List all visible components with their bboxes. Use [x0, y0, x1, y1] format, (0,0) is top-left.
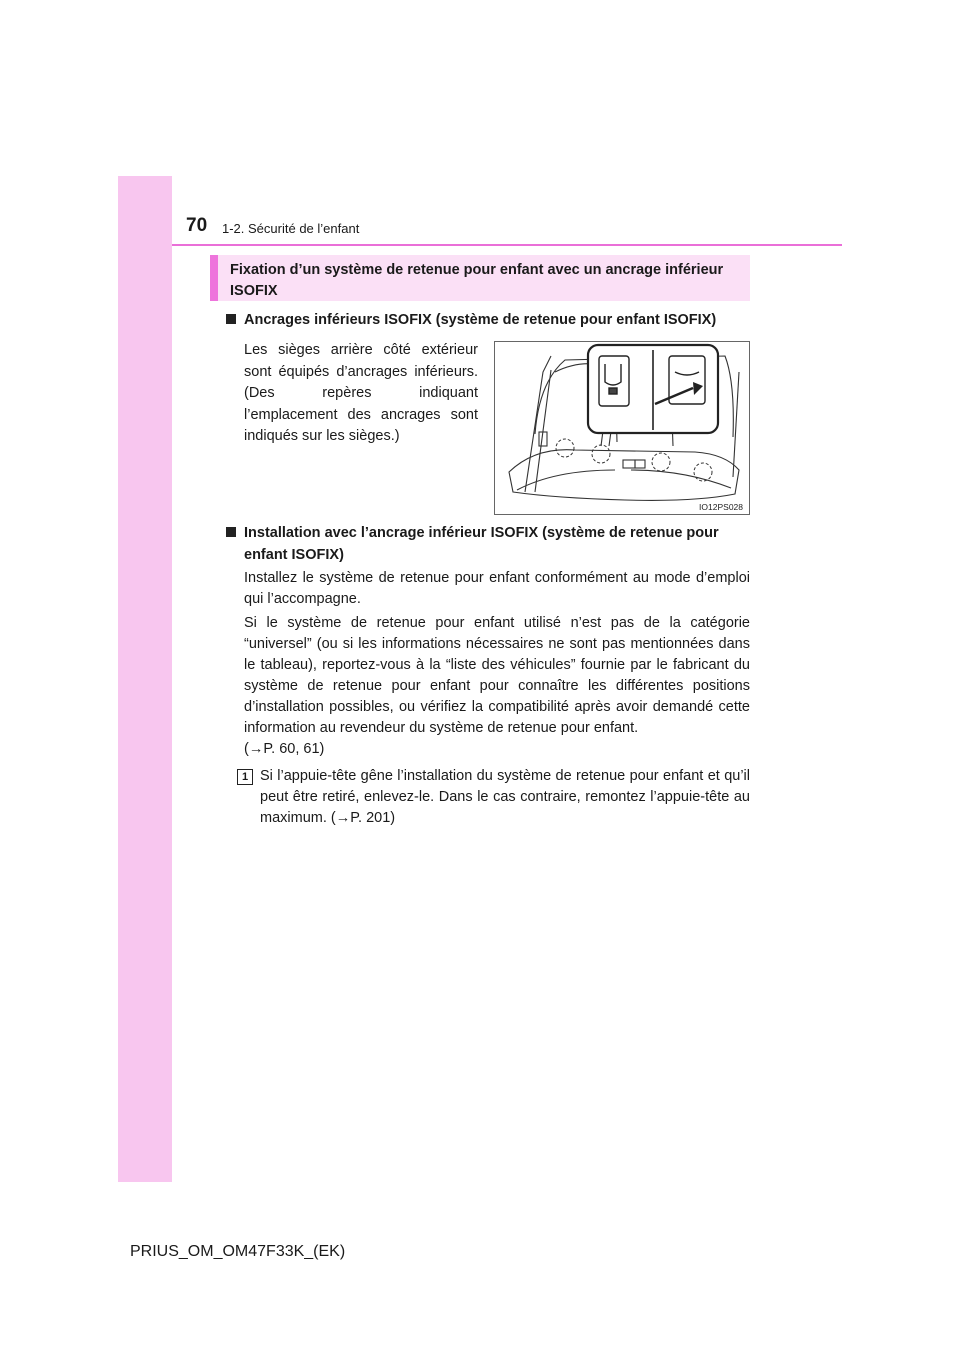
square-bullet-icon — [226, 314, 236, 324]
footer-doc-code: PRIUS_OM_OM47F33K_(EK) — [130, 1243, 346, 1260]
page-reference: (→P. 60, 61) — [244, 741, 325, 757]
step-text: Si l’appuie-tête gêne l’installation du système de retenue pour enfant et qu’il peut être retiré, enlevez-le. Dans le cas contraire, remontez l’appuie-tête au maximum. (→P. 201) — [260, 768, 750, 826]
figure-code: IO12PS028 — [699, 502, 743, 512]
topic-title: Fixation d’un système de retenue pour enfant avec un ancrage inférieur ISOFIX — [230, 262, 724, 299]
rear-seat-drawing — [495, 342, 749, 514]
subheading-anchors-text: Ancrages inférieurs ISOFIX (système de retenue pour enfant ISOFIX) — [244, 312, 717, 328]
step-number-badge: 1 — [237, 769, 253, 785]
subheading-installation — [226, 522, 750, 566]
subheading-anchors — [226, 309, 750, 331]
header-rule — [172, 244, 842, 246]
installation-paragraph-1: Installez le système de retenue pour enfant conformément au mode d’emploi qui l’accompagne. — [244, 570, 750, 607]
section-title: 1-2. Sécurité de l’enfant — [222, 221, 360, 236]
anchors-paragraph: Les sièges arrière côté extérieur sont équipés d’ancrages inférieurs. (Des repères indiquant l’emplacement des ancrages sont indiqués sur les sièges.) — [244, 342, 478, 444]
installation-paragraph-2: Si le système de retenue pour enfant utilisé n’est pas de la catégorie “universel” (ou si les informations nécessaires ne sont pas mentionnées dans le tableau), reportez-vous à la “liste des véhicules” fournie par le fabricant du système de retenue pour enfant pour connaître les différentes positions d’installation possibles, ou vérifiez la compatibilité après avoir demandé cette information au revendeur du système de retenue pour enfant. — [244, 615, 750, 736]
square-bullet-icon — [226, 527, 236, 537]
topic-box — [210, 255, 750, 301]
isofix-seat-illustration — [494, 341, 750, 515]
side-tab-bar — [118, 176, 172, 1182]
page-number: 70 — [186, 215, 208, 236]
subheading-installation-text: Installation avec l’ancrage inférieur ISOFIX (système de retenue pour enfant ISOFIX) — [244, 525, 719, 563]
